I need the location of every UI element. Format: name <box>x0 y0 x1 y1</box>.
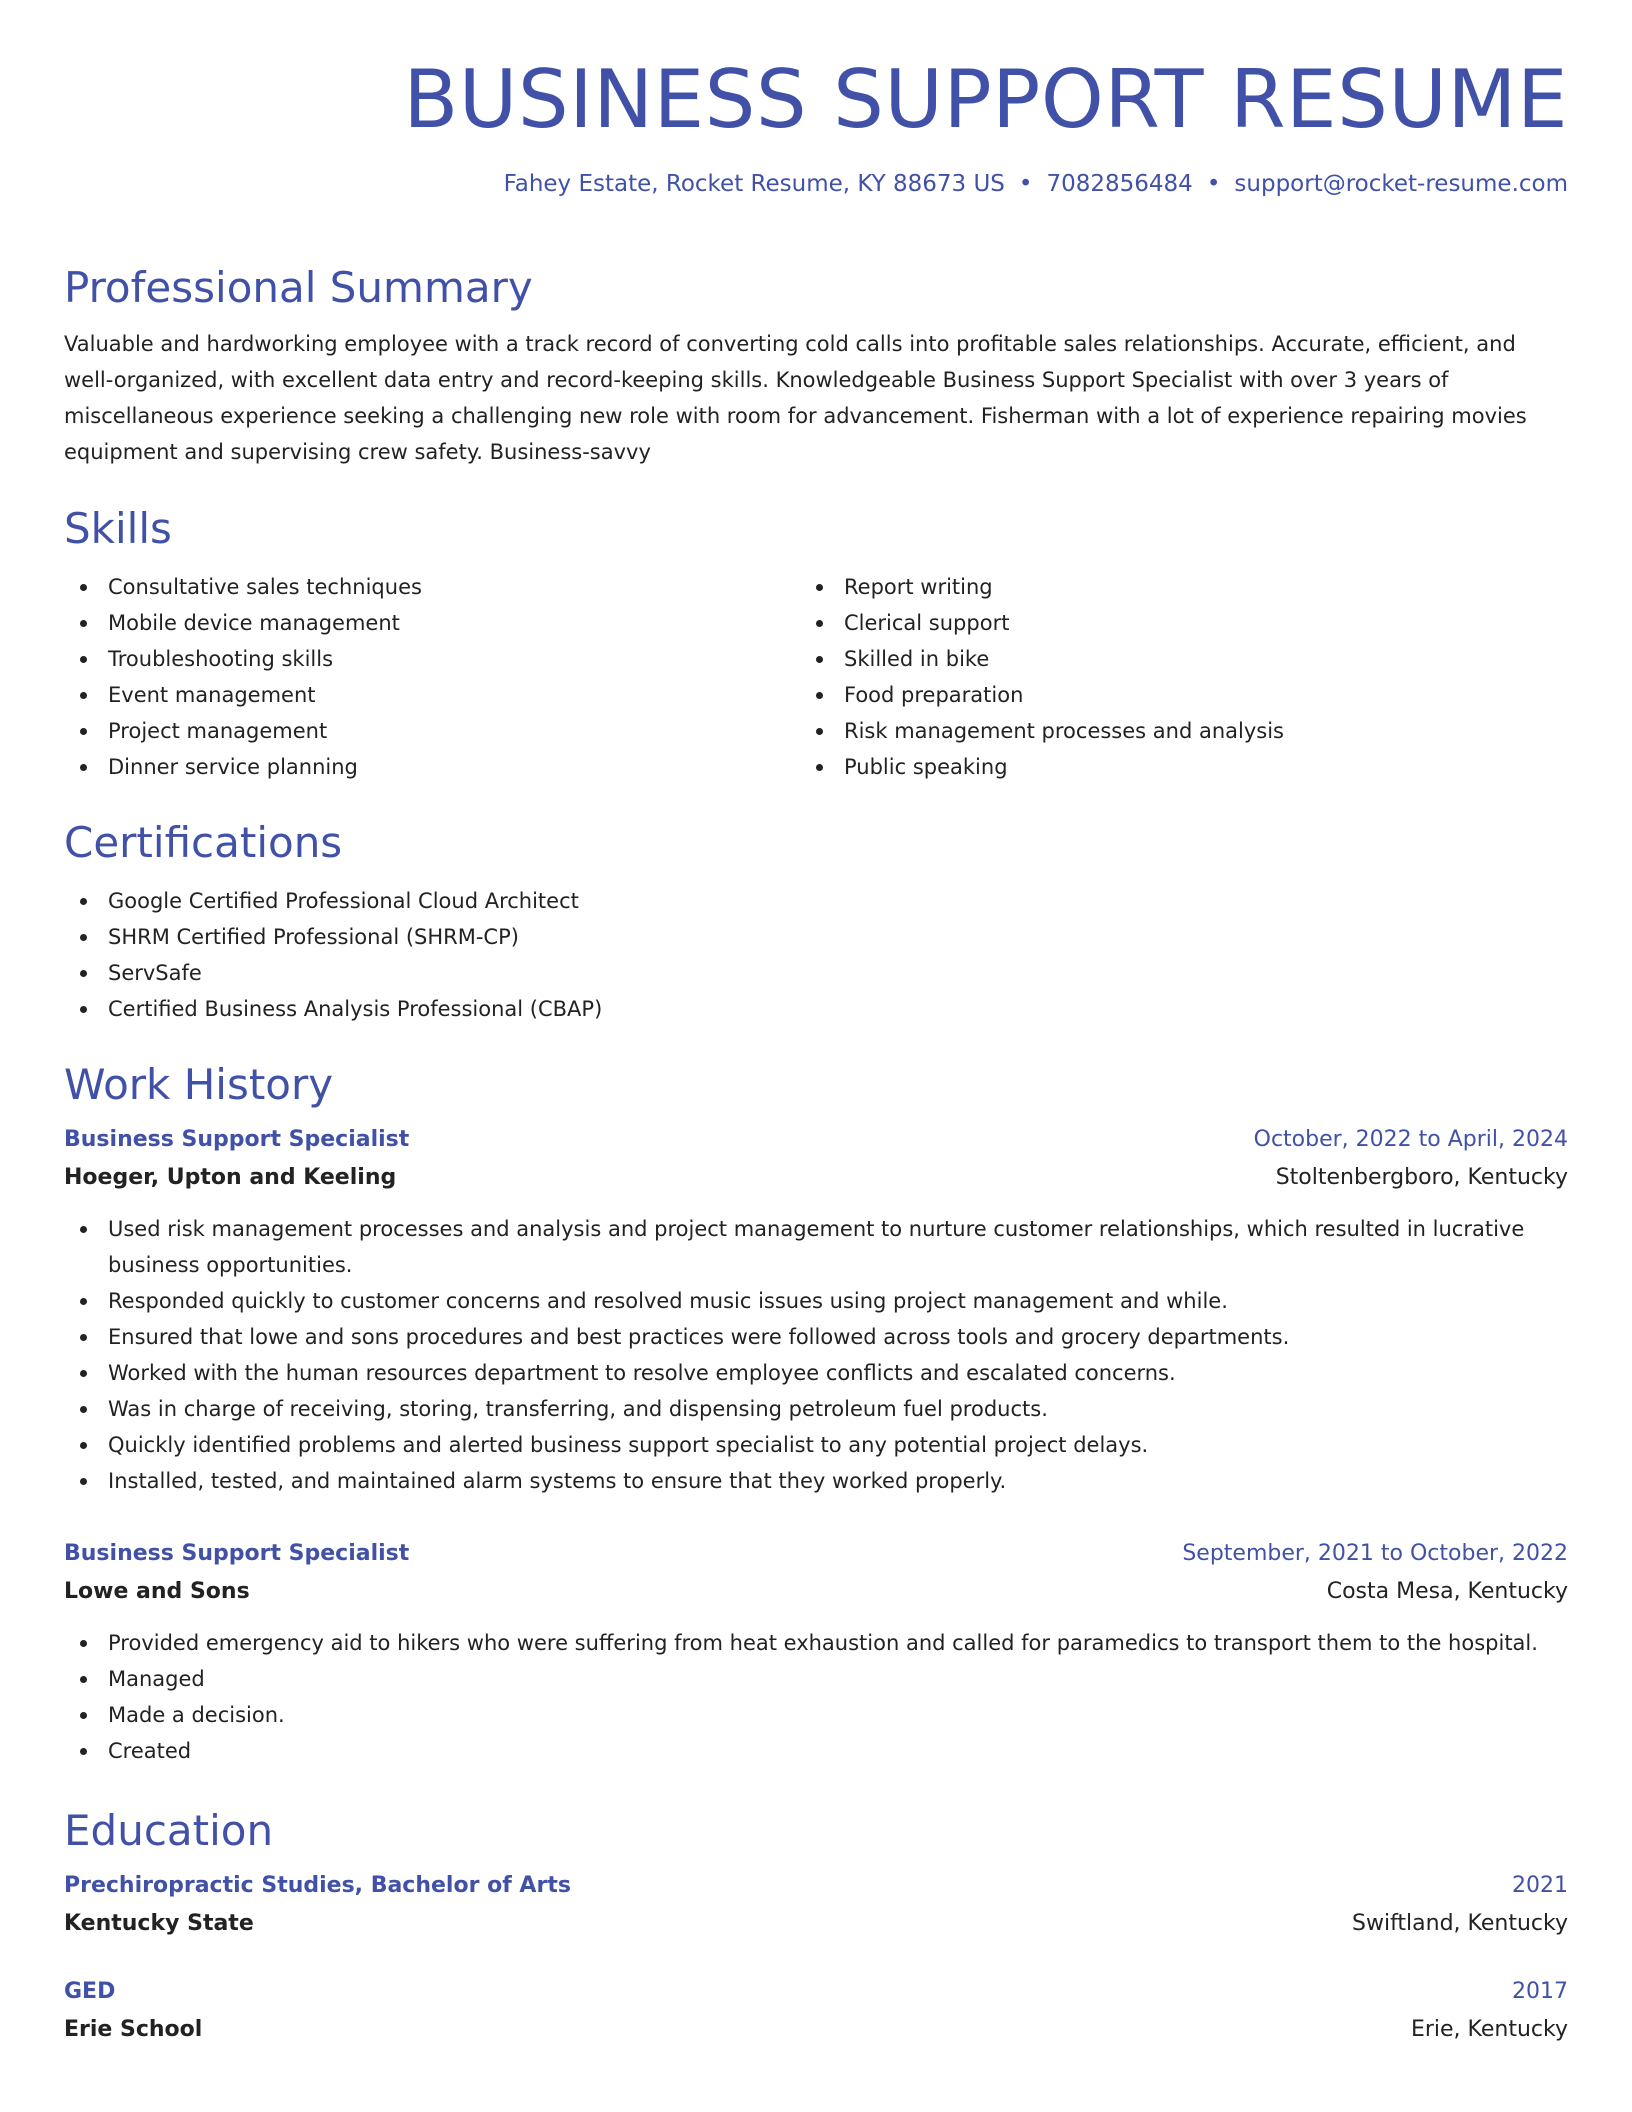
resume-header <box>64 0 1568 200</box>
job-bullet: Made a decision. <box>64 1697 1568 1733</box>
job-title: Business Support Specialist <box>64 1127 410 1152</box>
certifications-section <box>64 817 1568 1027</box>
summary-text: Valuable and hardworking employee with a track record of converting cold calls into profitable sales relationships. Accurate, efficient, and well-organized, with excellent data entry and record-keeping skills. Knowledgeable Business Support Specialist with over 3 years of miscellaneous experience seeking a challenging new role with room for advancement. Fisherman with a lot of experience repairing movies equipment and supervising crew safety. Business-savvy <box>64 332 1527 464</box>
education-degree-row <box>64 1973 1568 2011</box>
section-title-work-history: Work History <box>64 1060 334 1109</box>
skill-item: Mobile device management <box>64 605 800 641</box>
certification-item: SHRM Certified Professional (SHRM-CP) <box>64 919 1568 955</box>
skills-section <box>64 503 1568 785</box>
skill-item: Clerical support <box>800 605 1536 641</box>
education-school: Kentucky State <box>64 1911 254 1936</box>
job-dates: October, 2022 to April, 2024 <box>1253 1127 1568 1152</box>
job-location: Stoltenbergboro, Kentucky <box>1275 1165 1568 1190</box>
section-title-education: Education <box>64 1806 274 1855</box>
job-company: Hoeger, Upton and Keeling <box>64 1165 397 1190</box>
certification-item: Google Certified Professional Cloud Architect <box>64 883 1568 919</box>
skill-item: Troubleshooting skills <box>64 641 800 677</box>
certification-item: Certified Business Analysis Professional (CBAP) <box>64 991 1568 1027</box>
job-bullet: Quickly identified problems and alerted business support specialist to any potential project delays. <box>64 1427 1568 1463</box>
skills-list-right <box>800 569 1536 785</box>
skill-item: Risk management processes and analysis <box>800 713 1536 749</box>
job-title-row <box>64 1121 1568 1159</box>
job-entry <box>64 1535 1568 1769</box>
professional-summary-section <box>64 262 1568 470</box>
certifications-list <box>64 883 1568 1027</box>
skill-item: Dinner service planning <box>64 749 800 785</box>
education-school-row <box>64 2011 1568 2049</box>
job-bullet: Worked with the human resources department to resolve employee conflicts and escalated concerns. <box>64 1355 1568 1391</box>
skill-item: Project management <box>64 713 800 749</box>
education-school-row <box>64 1905 1568 1943</box>
job-bullet: Created <box>64 1733 1568 1769</box>
contact-separator: • <box>1018 171 1033 197</box>
section-title-skills: Skills <box>64 504 172 553</box>
skill-item: Report writing <box>800 569 1536 605</box>
job-entry <box>64 1121 1568 1499</box>
contact-address: Fahey Estate, Rocket Resume, KY 88673 US <box>503 171 1005 197</box>
contact-phone: 7082856484 <box>1046 171 1193 197</box>
education-entry <box>64 1973 1568 2049</box>
education-degree: GED <box>64 1979 116 2004</box>
contact-email: support@rocket-resume.com <box>1234 171 1568 197</box>
skill-item: Consultative sales techniques <box>64 569 800 605</box>
job-title-row <box>64 1535 1568 1573</box>
contact-separator: • <box>1206 171 1221 197</box>
job-bullet: Used risk management processes and analysis and project management to nurture customer relationships, which resulted in lucrative business opportunities. <box>64 1211 1568 1283</box>
skill-item: Event management <box>64 677 800 713</box>
education-entry <box>64 1867 1568 1943</box>
job-company-row <box>64 1159 1568 1197</box>
education-year: 2021 <box>1512 1873 1568 1898</box>
job-bullet: Managed <box>64 1661 1568 1697</box>
job-bullet: Provided emergency aid to hikers who were suffering from heat exhaustion and called for paramedics to transport them to the hospital. <box>64 1625 1568 1661</box>
skill-item: Public speaking <box>800 749 1536 785</box>
skill-item: Food preparation <box>800 677 1536 713</box>
work-history-section <box>64 1059 1568 1769</box>
education-degree-row <box>64 1867 1568 1905</box>
job-company-row <box>64 1573 1568 1611</box>
job-bullet: Was in charge of receiving, storing, transferring, and dispensing petroleum fuel products. <box>64 1391 1568 1427</box>
certification-item: ServSafe <box>64 955 1568 991</box>
education-location: Erie, Kentucky <box>1410 2017 1568 2042</box>
skill-item: Skilled in bike <box>800 641 1536 677</box>
contact-line <box>64 168 1568 200</box>
resume-name: BUSINESS SUPPORT RESUME <box>403 53 1568 146</box>
job-bullets <box>64 1625 1568 1769</box>
skills-list-left <box>64 569 800 785</box>
job-location: Costa Mesa, Kentucky <box>1326 1579 1568 1604</box>
job-company: Lowe and Sons <box>64 1579 250 1604</box>
section-title-summary: Professional Summary <box>64 263 533 312</box>
education-section <box>64 1805 1568 2049</box>
education-year: 2017 <box>1512 1979 1568 2004</box>
job-bullets <box>64 1211 1568 1499</box>
education-location: Swiftland, Kentucky <box>1352 1911 1568 1936</box>
education-degree: Prechiropractic Studies, Bachelor of Arts <box>64 1873 571 1898</box>
job-title: Business Support Specialist <box>64 1541 410 1566</box>
job-bullet: Installed, tested, and maintained alarm systems to ensure that they worked properly. <box>64 1463 1568 1499</box>
job-bullet: Responded quickly to customer concerns and resolved music issues using project management and while. <box>64 1283 1568 1319</box>
job-dates: September, 2021 to October, 2022 <box>1182 1541 1568 1566</box>
section-title-certifications: Certifications <box>64 818 343 867</box>
job-bullet: Ensured that lowe and sons procedures and best practices were followed across tools and grocery departments. <box>64 1319 1568 1355</box>
skills-grid <box>64 569 1568 785</box>
education-school: Erie School <box>64 2017 203 2042</box>
